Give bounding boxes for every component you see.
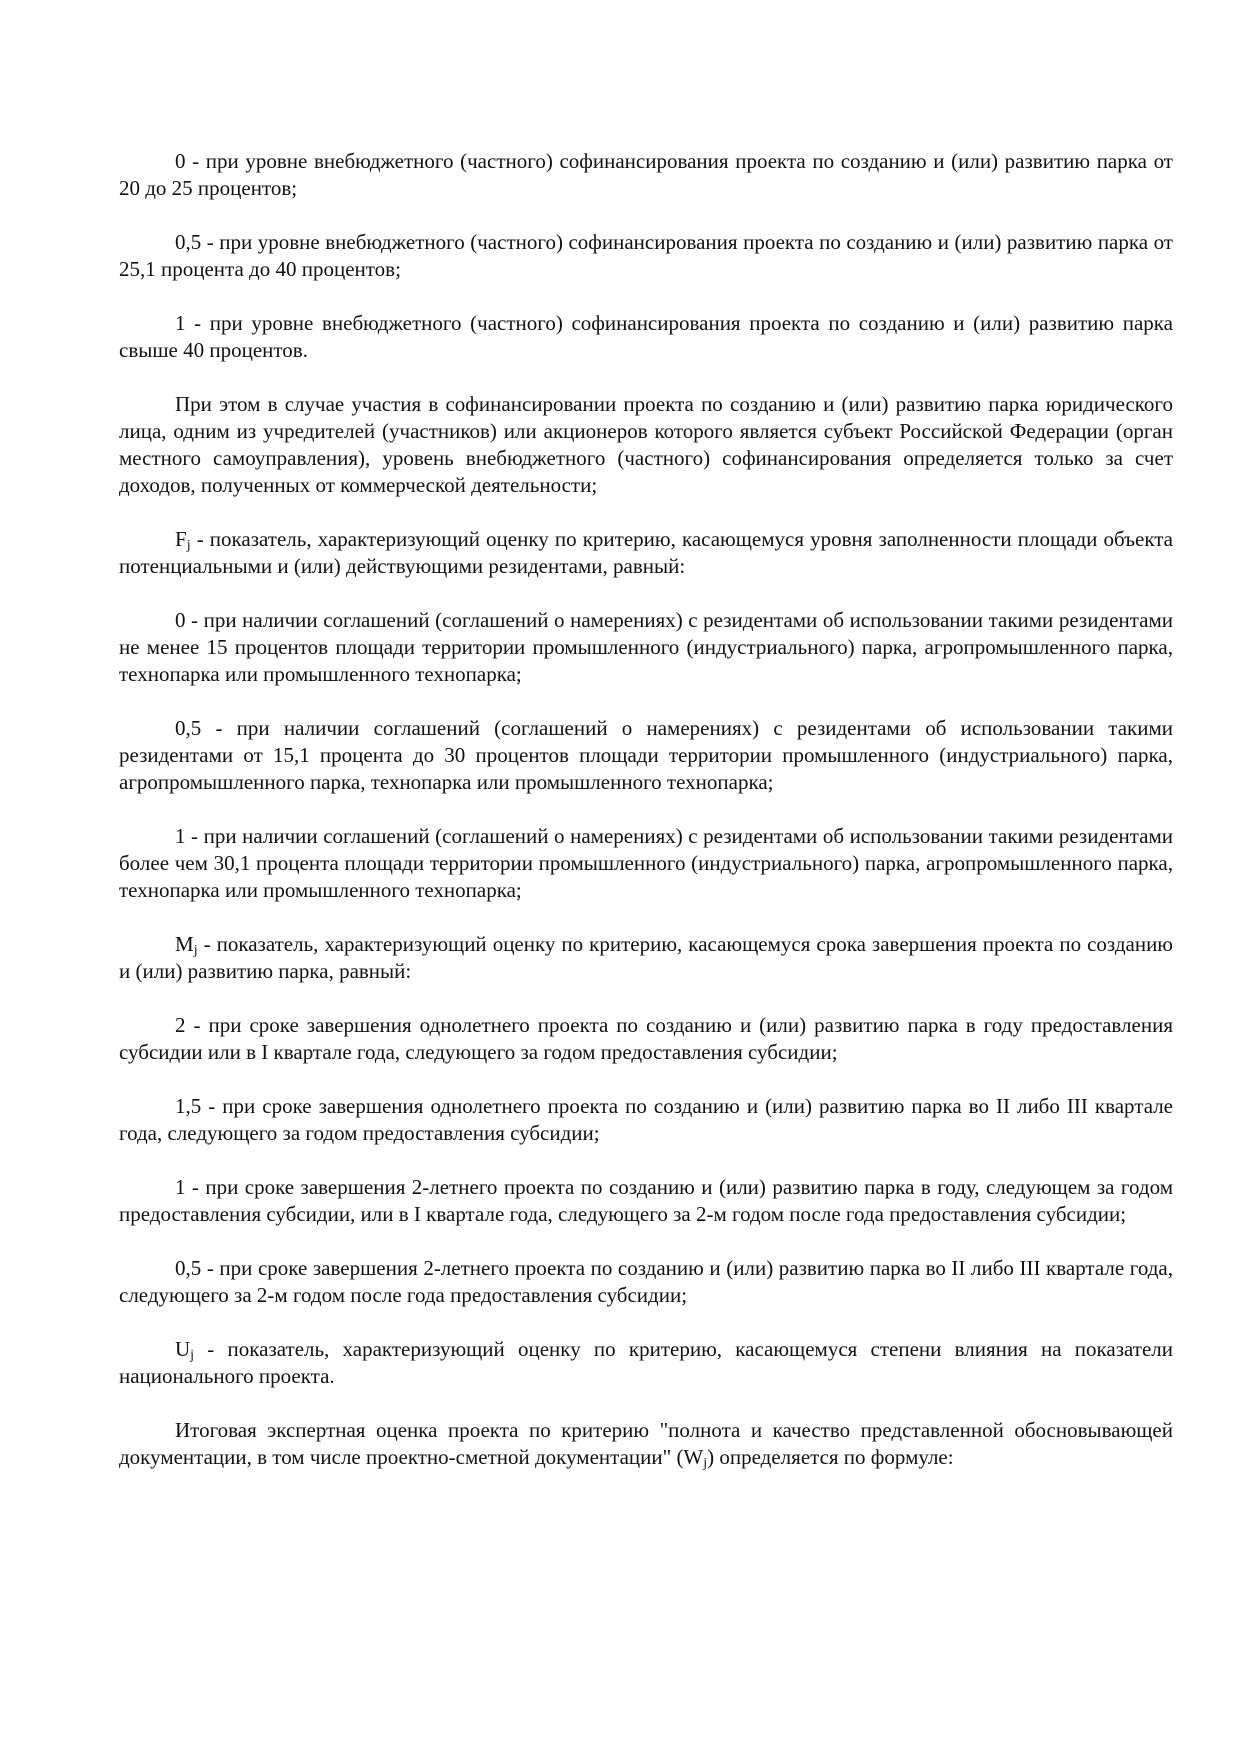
symbol-u: U [175,1337,191,1361]
paragraph-fj-definition [119,526,1173,580]
paragraph-score-0-5-cofinancing: 0,5 - при уровне внебюджетного (частного) софинансирования проекта по созданию и (или) развитию парка от 25,1 процента до 40 процентов; [119,230,1173,281]
symbol-m: M [175,932,194,956]
subscript-j: j [193,943,198,958]
paragraph-fj-score-0-5: 0,5 - при наличии соглашений (соглашений о намерениях) с резидентами об использовании такими резидентами от 15,1 процента до 30 процентов площади территории промышленного (индустриального) парка, агропромышленного парка, технопарка или промышленного технопарка; [119,716,1173,794]
paragraph-score-0-cofinancing: 0 - при уровне внебюджетного (частного) софинансирования проекта по созданию и (или) развитию парка от 20 до 25 процентов; [119,149,1173,200]
paragraph-cofinancing-note: При этом в случае участия в софинансировании проекта по созданию и (или) развитию парка юридического лица, одним из учредителей (участников) или акционеров которого является субъект Российской Федерации (орган местного самоуправления), уровень внебюджетного (частного) софинансирования определяется только за счет доходов, полученных от коммерческой деятельности; [119,392,1173,497]
paragraph-mj-score-0-5: 0,5 - при сроке завершения 2-летнего проекта по созданию и (или) развитию парка во II либо III квартале года, следующего за 2-м годом после года предоставления субсидии; [119,1256,1173,1307]
mj-text: - показатель, характеризующий оценку по критерию, касающемуся срока завершения проекта по созданию и (или) развитию парка, равный: [119,932,1173,983]
paragraph-mj-score-1-5: 1,5 - при сроке завершения однолетнего проекта по созданию и (или) развитию парка во II либо III квартале года, следующего за годом предоставления субсидии; [119,1094,1173,1145]
paragraph-mj-score-1: 1 - при сроке завершения 2-летнего проекта по созданию и (или) развитию парка в году, следующем за годом предоставления субсидии, или в I квартале года, следующего за 2-м годом после года предоставления субсидии; [119,1175,1173,1226]
paragraph-fj-score-1: 1 - при наличии соглашений (соглашений о намерениях) с резидентами об использовании такими резидентами более чем 30,1 процента площади территории промышленного (индустриального) парка, агропромышленного парка, технопарка или промышленного технопарка; [119,824,1173,902]
subscript-j: j [186,538,191,553]
symbol-f: F [175,527,187,551]
paragraph-final-assessment [119,1417,1173,1471]
fj-text: - показатель, характеризующий оценку по критерию, касающемуся уровня заполненности площади объекта потенциальными и (или) действующими резидентами, равный: [119,527,1173,578]
paragraph-uj-definition [119,1336,1173,1390]
paragraph-score-1-cofinancing: 1 - при уровне внебюджетного (частного) софинансирования проекта по созданию и (или) развитию парка свыше 40 процентов. [119,311,1173,362]
paragraph-mj-definition [119,931,1173,985]
document-page [119,148,1173,1498]
uj-text: - показатель, характеризующий оценку по критерию, касающемуся степени влияния на показатели национального проекта. [119,1337,1173,1388]
paragraph-mj-score-2: 2 - при сроке завершения однолетнего проекта по созданию и (или) развитию парка в году предоставления субсидии или в I квартале года, следующего за годом предоставления субсидии; [119,1013,1173,1064]
final-text-after: ) определяется по формуле: [707,1445,954,1469]
final-text-before: Итоговая экспертная оценка проекта по критерию "полнота и качество представленной обосновывающей документации, в том числе проектно-сметной документации" (W [119,1418,1173,1469]
subscript-j: j [190,1348,195,1363]
subscript-j: j [703,1456,708,1471]
paragraph-fj-score-0: 0 - при наличии соглашений (соглашений о намерениях) с резидентами об использовании такими резидентами не менее 15 процентов площади территории промышленного (индустриального) парка, агропромышленного парка, технопарка или промышленного технопарка; [119,608,1173,686]
